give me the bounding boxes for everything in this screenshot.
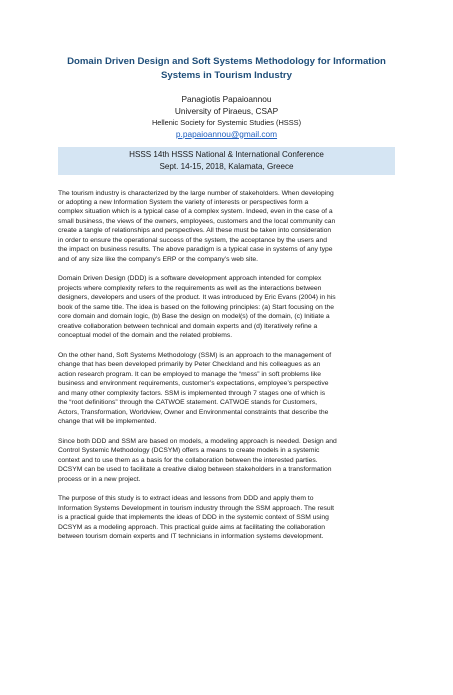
text-line: between tourism domain experts and IT technicians in information systems development. [58,533,324,541]
text-line: Actors, Transformation, Worldview, Owner and Environmental constraints that describe the [58,408,329,416]
author-society: Hellenic Society for Systemic Studies (HSSS) [151,118,302,128]
author-affiliation: University of Piraeus, CSAP [174,105,279,116]
text-line: or adopting a new Information System the variety of interests or perspectives form a [58,199,309,207]
text-line: Domain Driven Design (DDD) is a software development approach intended for complex [58,275,322,283]
text-line: projects where complexity refers to the requirements as well as the interactions between [58,284,322,292]
text-line: book of the same title. The idea is based on the following principles: (a) Start focusing on the [58,303,335,311]
text-line: in order to ensure the operational success of the system, the acceptance by the users and [58,236,328,244]
paper-title [58,55,395,82]
text-line: DCSYM can be used to facilitate a creative dialog between stakeholders in a transformation [58,466,332,474]
author-name: Panagiotis Papaioannou [181,94,272,104]
abstract-paragraph [58,437,395,484]
text-line: business and environment requirements, customer’s expectations, employee’s perspective [58,380,329,388]
text-line: The tourism industry is characterized by the large number of stakeholders. When developing [58,189,334,197]
abstract-paragraph [58,189,395,265]
conference-name: HSSS 14th HSSS National & International Conference [129,150,324,160]
text-line: complex situation which is a typical case of a complex system. Indeed, even in the case of a [58,208,333,216]
text-line: Since both DDD and SSM are based on models, a modeling approach is needed. Design and [58,437,337,445]
text-line: designers, developers and users of the product. It was introduced by Eric Evans (2004) in his [58,294,336,302]
abstract-paragraph [58,351,395,427]
paper-page [0,55,453,695]
conference-banner [58,147,395,174]
text-line: Control Systemic Methodology (DCSYM) offers a means to create models in a systemic [58,447,320,455]
text-line: process or in a new project. [58,475,141,483]
text-line: context and to use them as a basis for the collaboration between the interested parties. [58,456,318,464]
title-line: Systems in Tourism Industry [161,69,292,81]
text-line: is a practical guide that implements the ideas of DDD in the systemic context of SSM using [58,514,329,522]
text-line: action research program. It can be employed to manage the “mess” in soft problems like [58,370,321,378]
text-line: the “root definitions” through the CATWOE statement. CATWOE stands for Customers, [58,399,317,407]
text-line: small business, the views of the owners, employees, customers and the local community can [58,217,336,225]
text-line: creative collaboration between technical and domain experts and (d) Iteratively refine a [58,322,318,330]
text-line: change that has been developed primarily by Peter Checkland and his colleagues as an [58,361,321,369]
author-email-link[interactable]: p.papaioannou@gmail.com [175,128,278,139]
text-line: and many other complexity factors. SSM is implemented through 7 stages one of which is [58,389,326,397]
abstract-body [58,189,395,542]
title-line: Domain Driven Design and Soft Systems Methodology for Information [67,56,386,67]
abstract-paragraph [58,494,395,541]
text-line: On the other hand, Soft Systems Methodology (SSM) is an approach to the management of [58,351,332,359]
text-line: conceptual model of the domain and the related problems. [58,332,233,340]
text-line: The purpose of this study is to extract ideas and lessons from DDD and apply them to [58,495,314,503]
text-line: change that will be implemented. [58,418,157,426]
text-line: DCSYM as a modeling approach. This practical guide aims at facilitating the collaboration [58,523,326,531]
author-block [58,94,395,140]
conference-date-location: Sept. 14-15, 2018, Kalamata, Greece [159,161,294,171]
text-line: Information Systems Development in tourism industry through the SSM approach. The result [58,504,335,512]
text-line: and of any size like the company’s ERP or the company’s web site. [58,255,258,263]
text-line: create a tangle of relationships and perspectives. All these must be taken into consideration [58,227,332,235]
text-line: core domain and domain logic, (b) Base the design on model(s) of the domain, (c) Initiate a [58,313,330,321]
abstract-paragraph [58,274,395,340]
text-line: the impact on business results. The above paradigm is a typical case in systems of any type [58,246,333,254]
